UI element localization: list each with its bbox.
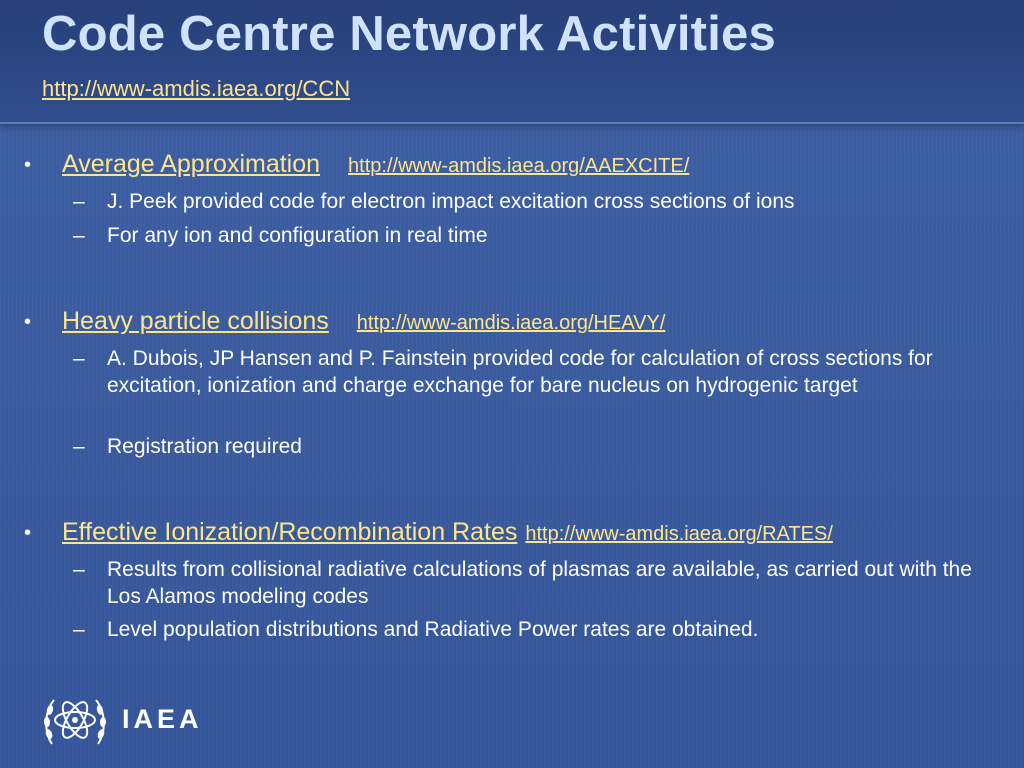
topic-label-link[interactable]: Effective Ionization/Recombination Rates xyxy=(62,518,518,546)
dash: – xyxy=(73,190,85,213)
sub-item-text: For any ion and configuration in real time xyxy=(107,224,488,247)
footer-org-name: IAEA xyxy=(122,704,203,734)
sub-item xyxy=(73,345,987,399)
dash: – xyxy=(73,435,85,458)
sub-item-text: Results from collisional radiative calculations of plasmas are available, as carried out with the Los Alamos modeling codes xyxy=(107,558,972,608)
sub-item xyxy=(73,188,987,215)
bullet: • xyxy=(24,311,32,333)
iaea-logo-icon xyxy=(40,686,110,756)
slide-header xyxy=(0,0,1024,124)
dash: – xyxy=(73,558,85,581)
topic-url-link[interactable]: http://www-amdis.iaea.org/RATES/ xyxy=(525,523,833,545)
dash: – xyxy=(73,618,85,641)
sub-item xyxy=(73,616,987,643)
bullet: • xyxy=(24,522,32,544)
topic-label-link[interactable]: Average Approximation xyxy=(62,150,321,178)
sub-item-text: Registration required xyxy=(107,435,302,458)
topic-heading xyxy=(62,150,689,179)
topic-url-link[interactable]: http://www-amdis.iaea.org/HEAVY/ xyxy=(356,312,666,334)
sub-item-text: Level population distributions and Radiative Power rates are obtained. xyxy=(107,618,759,641)
topic-heading xyxy=(62,307,665,336)
slide-title: Code Centre Network Activities xyxy=(42,7,776,61)
sub-item-text: J. Peek provided code for electron impact excitation cross sections of ions xyxy=(107,190,795,213)
topic-label-link[interactable]: Heavy particle collisions xyxy=(62,307,329,335)
topic-heading xyxy=(62,518,833,547)
title-link[interactable]: http://www-amdis.iaea.org/CCN xyxy=(42,76,351,101)
dash: – xyxy=(73,347,85,370)
sub-item xyxy=(73,222,987,249)
bullet: • xyxy=(24,154,32,176)
dash: – xyxy=(73,224,85,247)
sub-item xyxy=(73,556,987,610)
topic-url-link[interactable]: http://www-amdis.iaea.org/AAEXCITE/ xyxy=(348,155,690,177)
sub-item xyxy=(73,433,987,460)
sub-item-text: A. Dubois, JP Hansen and P. Fainstein provided code for calculation of cross sections for excitation, ionization and charge exchange for bare nucleus on hydrogenic target xyxy=(107,347,933,397)
